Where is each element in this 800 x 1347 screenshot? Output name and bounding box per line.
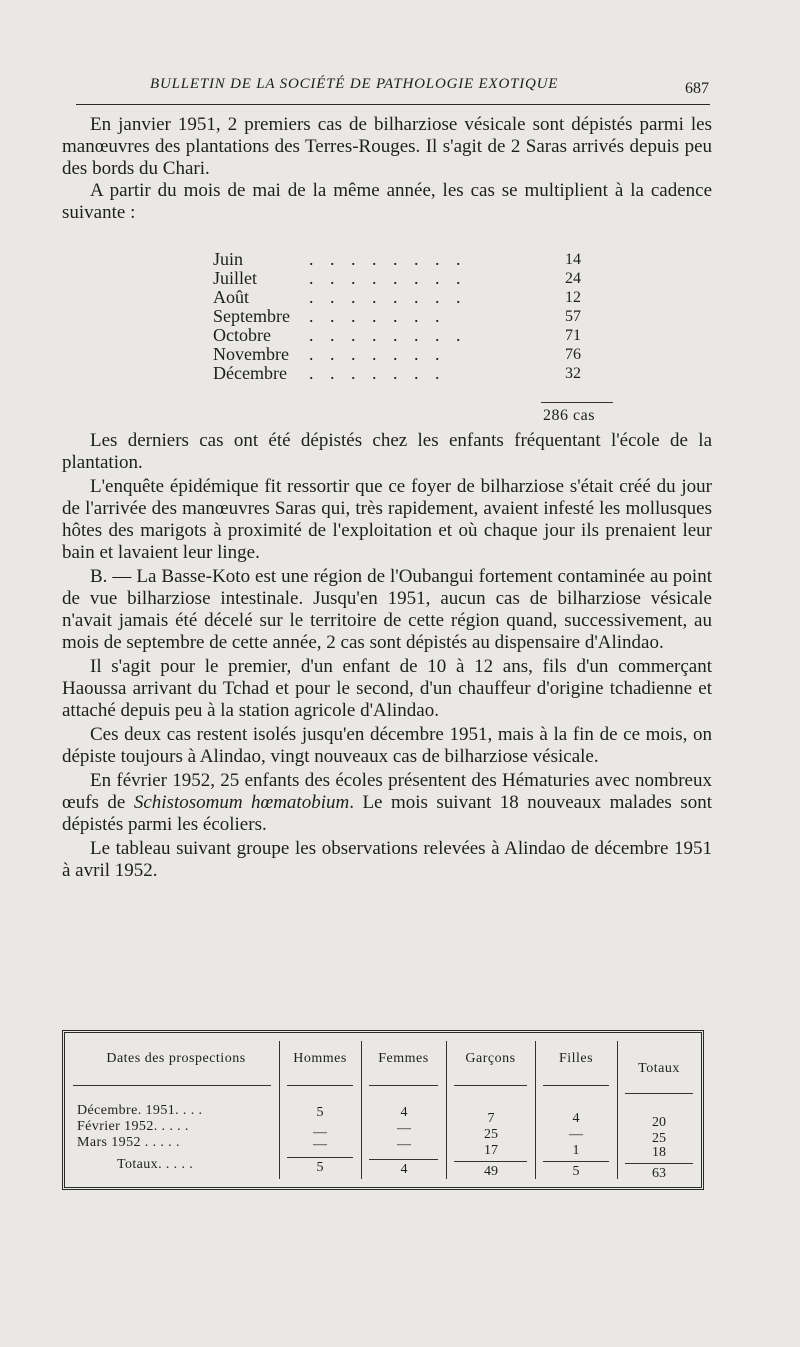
table-cell: — xyxy=(397,1121,411,1136)
running-title: BULLETIN DE LA SOCIÉTÉ DE PATHOLOGIE EXOTIQUE xyxy=(150,76,559,92)
leader-dots: . . . . . . . xyxy=(309,363,446,383)
month-count: 71 xyxy=(565,327,581,344)
paragraph: En janvier 1951, 2 premiers cas de bilharziose vésicale sont dépistés parmi les manœuvres des plantations des Terres-Rouges. Il s'agit de 2 Saras arrivés depuis peu des bords du Chari. xyxy=(62,114,712,179)
table-cell: 18 xyxy=(652,1145,666,1160)
total-rule xyxy=(625,1163,693,1164)
month-name: Août xyxy=(213,287,249,307)
header-rule xyxy=(625,1093,693,1094)
table-cell: 25 xyxy=(652,1131,666,1146)
header-rule xyxy=(454,1085,527,1086)
table-cell: — xyxy=(313,1125,327,1140)
month-row xyxy=(213,326,633,345)
paragraph: Ces deux cas restent isolés jusqu'en décembre 1951, mais à la fin de ce mois, on dépiste toujours à Alindao, vingt nouveaux cas de bilharziose vésicale. xyxy=(62,724,712,767)
total-cell: 5 xyxy=(316,1160,324,1175)
header-garcons: Garçons xyxy=(465,1051,516,1066)
month-row xyxy=(213,345,633,364)
header-rule xyxy=(73,1085,271,1086)
intro-text xyxy=(62,114,712,224)
table-cell: — xyxy=(397,1137,411,1152)
paragraph: A partir du mois de mai de la même année, les cas se multiplient à la cadence suivante : xyxy=(62,180,712,223)
total-cases: 286 cas xyxy=(543,407,595,424)
month-count: 24 xyxy=(565,270,581,287)
month-name: Juin xyxy=(213,249,244,269)
row-label: Mars 1952 . . . . . xyxy=(77,1135,180,1150)
row-label: Février 1952. . . . . xyxy=(77,1119,189,1134)
leader-dots: . . . . . . . . xyxy=(309,249,467,269)
header-rule xyxy=(76,104,710,105)
paragraph: Le tableau suivant groupe les observations relevées à Alindao de décembre 1951 à avril 1952. xyxy=(62,838,712,881)
table-cell: 25 xyxy=(484,1127,498,1142)
paragraph: Les derniers cas ont été dépistés chez les enfants fréquentant l'école de la plantation. xyxy=(62,430,712,473)
table-cell: 1 xyxy=(572,1143,580,1158)
paragraph: L'enquête épidémique fit ressortir que ce foyer de bilharziose s'était créé du jour de l'arrivée des manœuvres Saras qui, très rapidement, avaient infesté les mollusques hôtes des marigots à proximité de l'exploitation et où chaque jour ils prenaient leur bain et lavaient leur linge. xyxy=(62,476,712,563)
total-cell: 4 xyxy=(400,1162,408,1177)
sum-rule xyxy=(541,402,613,403)
month-name: Octobre xyxy=(213,325,271,345)
header-totaux: Totaux xyxy=(638,1061,680,1076)
header-filles: Filles xyxy=(558,1051,594,1066)
total-rule xyxy=(287,1157,353,1158)
month-name: Septembre xyxy=(213,306,290,326)
total-rule xyxy=(543,1161,609,1162)
month-row xyxy=(213,288,633,307)
header-rule xyxy=(287,1085,353,1086)
table-cell: — xyxy=(313,1137,327,1152)
total-cell: 63 xyxy=(652,1166,666,1181)
month-count: 32 xyxy=(565,365,581,382)
species-name: Schistosomum hœmatobium xyxy=(133,792,350,813)
text-run: En février 1952, 25 enfants des écoles présentent des Hématuries avec nombreux œufs de xyxy=(62,770,712,813)
table-cell: 4 xyxy=(400,1105,408,1120)
month-row xyxy=(213,307,633,326)
table-cell: 7 xyxy=(487,1111,495,1126)
header-rule xyxy=(369,1085,438,1086)
month-count: 12 xyxy=(565,289,581,306)
monthly-case-list xyxy=(213,249,633,424)
leader-dots: . . . . . . . xyxy=(309,344,446,364)
month-count: 57 xyxy=(565,308,581,325)
month-count: 76 xyxy=(565,346,581,363)
leader-dots: . . . . . . . . xyxy=(309,287,467,307)
table-cell: 5 xyxy=(316,1105,324,1120)
total-row-label: Totaux. . . . . xyxy=(117,1157,194,1172)
month-row xyxy=(213,364,633,383)
table-cell: 17 xyxy=(484,1143,498,1158)
total-rule xyxy=(454,1161,527,1162)
paragraph xyxy=(62,770,712,836)
table-cell: — xyxy=(569,1127,583,1142)
month-name: Décembre xyxy=(213,363,287,383)
paragraph: Il s'agit pour le premier, d'un enfant de 10 à 12 ans, fils d'un commerçant Haoussa arrivant du Tchad et pour le second, d'un chauffeur d'origine tchadienne et attaché depuis peu à la station agricole d'Alindao. xyxy=(62,656,712,721)
observations-table xyxy=(62,1030,704,1190)
leader-dots: . . . . . . . xyxy=(309,306,446,326)
month-row xyxy=(213,269,633,288)
header-rule xyxy=(543,1085,609,1086)
month-count: 14 xyxy=(565,251,581,268)
text-run: . Le mois suivant 18 nouveaux malades sont dépistés parmi les écoliers. xyxy=(62,792,712,835)
total-rule xyxy=(369,1159,438,1160)
header-femmes: Femmes xyxy=(378,1051,429,1066)
page-number: 687 xyxy=(685,80,709,97)
paragraph: B. — La Basse-Koto est une région de l'Oubangui fortement contaminée au point de vue bilharziose intestinale. Jusqu'en 1951, aucun cas de bilharziose vésicale n'avait jamais été décelé sur le territoire de cette région quand, successivement, au mois de septembre de cette année, 2 cas sont dépistés au dispensaire d'Alindao. xyxy=(62,566,712,653)
row-label: Décembre. 1951. . . . xyxy=(77,1103,203,1118)
month-name: Juillet xyxy=(213,268,257,288)
month-row xyxy=(213,250,633,269)
table-cell: 4 xyxy=(572,1111,580,1126)
header-hommes: Hommes xyxy=(293,1051,347,1066)
total-cell: 49 xyxy=(484,1164,498,1179)
month-name: Novembre xyxy=(213,344,289,364)
main-text xyxy=(62,430,712,884)
leader-dots: . . . . . . . . xyxy=(309,325,467,345)
total-cell: 5 xyxy=(572,1164,580,1179)
header-dates: Dates des prospections xyxy=(106,1051,246,1066)
leader-dots: . . . . . . . . xyxy=(309,268,467,288)
table-cell: 20 xyxy=(652,1115,666,1130)
